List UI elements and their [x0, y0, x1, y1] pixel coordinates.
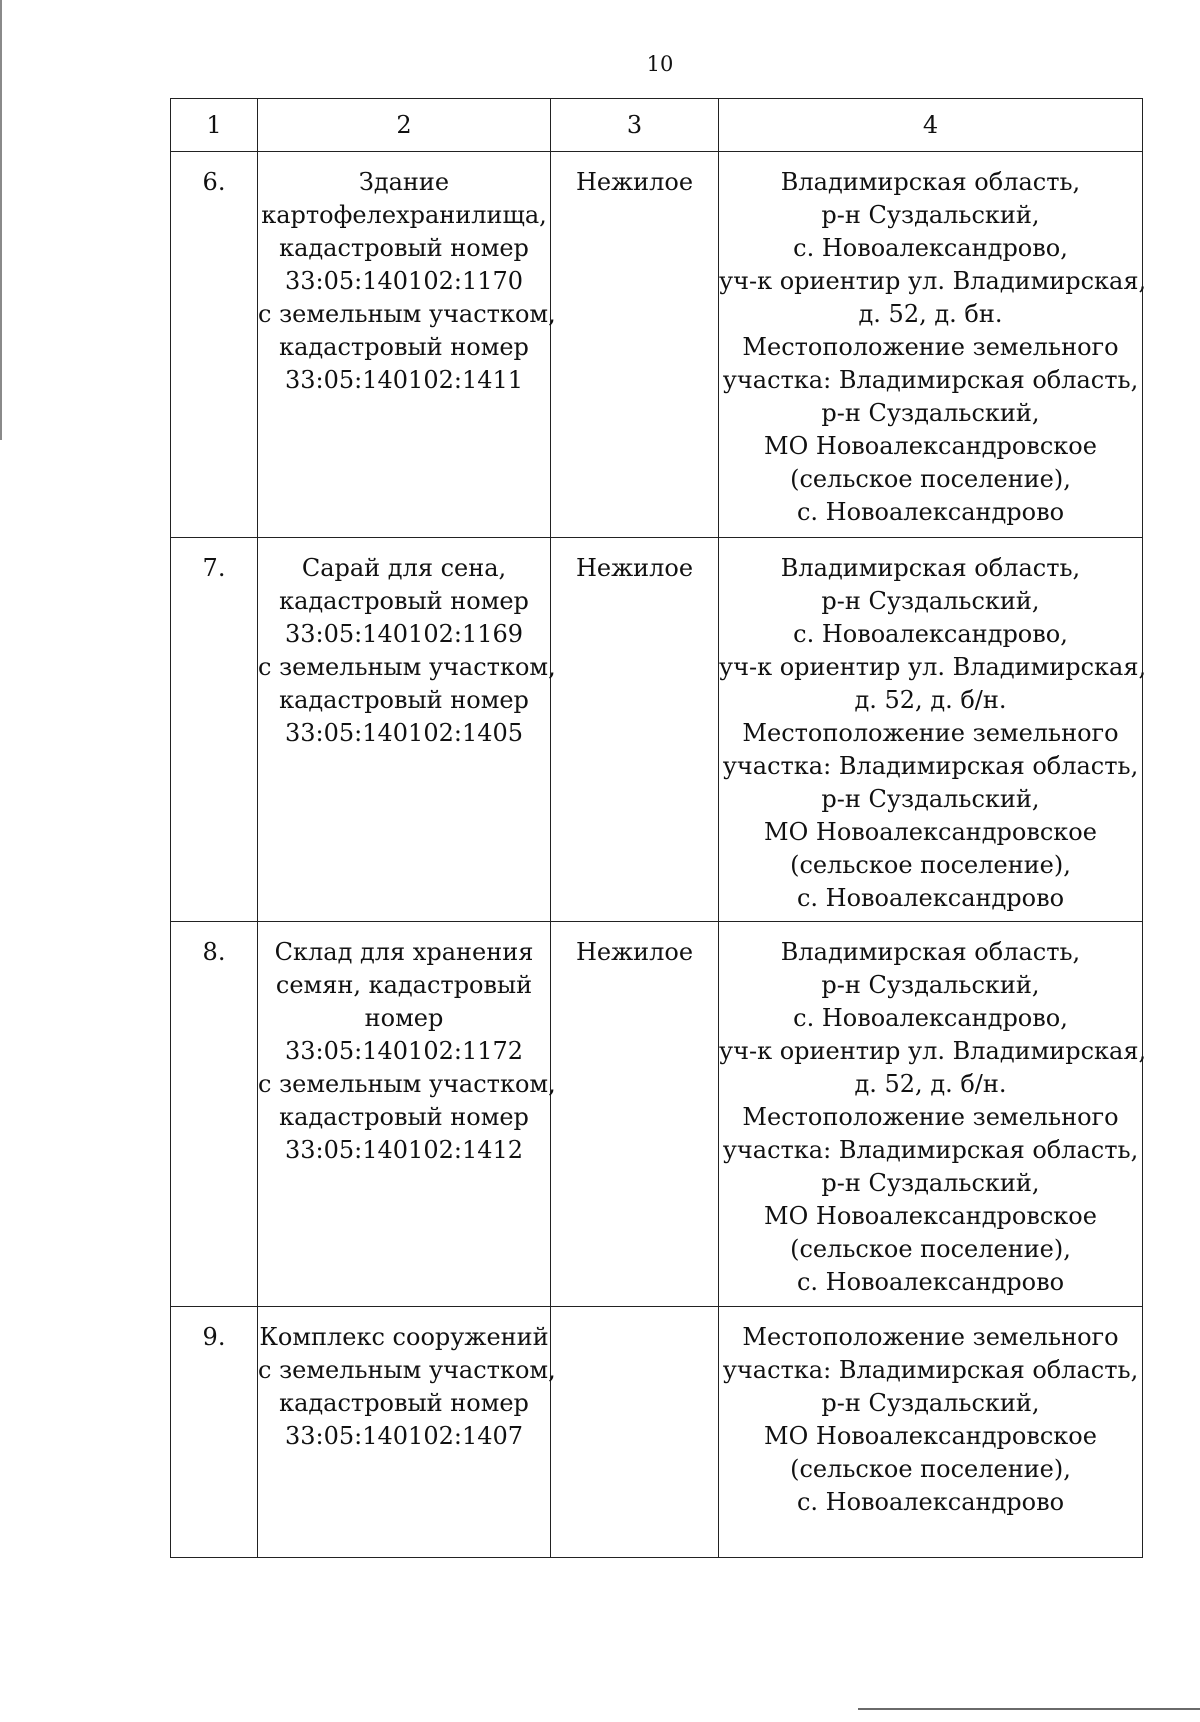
header-cell-4: 4	[719, 99, 1143, 152]
object-description-line: номер	[364, 1004, 444, 1032]
address-line: с. Новоалександрово	[796, 498, 1065, 526]
address-line: Местоположение земельного	[742, 1103, 1119, 1131]
address-line: МО Новоалександровское	[764, 1422, 1097, 1450]
address-line: Владимирская область,	[780, 168, 1081, 196]
object-description-line: 33:05:140102:1169	[284, 620, 524, 648]
address-line: уч-к ориентир ул. Владимирская,	[719, 653, 1147, 681]
address-line: с. Новоалександрово,	[793, 234, 1068, 262]
object-description-cell	[258, 152, 556, 538]
header-cell-2: 2	[258, 99, 551, 152]
header-cell-3: 3	[551, 99, 719, 152]
address-line: уч-к ориентир ул. Владимирская,	[719, 1037, 1147, 1065]
row-number-cell: 7.	[171, 538, 258, 922]
object-description-line: Комплекс сооружений	[259, 1323, 549, 1351]
address-line: Местоположение земельного	[742, 1323, 1119, 1351]
object-description-line: кадастровый номер	[279, 1389, 529, 1417]
object-description-line: кадастровый номер	[279, 587, 529, 615]
table-header-row	[171, 99, 1143, 152]
table-row	[171, 1307, 1143, 1558]
address-line: (сельское поселение),	[790, 465, 1071, 493]
row-number-cell: 9.	[171, 1307, 258, 1558]
object-type-cell: Нежилое	[551, 538, 719, 922]
address-line: с. Новоалександрово,	[793, 620, 1068, 648]
address-line: участка: Владимирская область,	[722, 366, 1139, 394]
address-cell	[719, 922, 1147, 1307]
object-description-line: с земельным участком,	[258, 1356, 556, 1384]
address-line: Владимирская область,	[780, 554, 1081, 582]
address-line: р-н Суздальский,	[821, 201, 1040, 229]
object-description-line: 33:05:140102:1170	[284, 267, 524, 295]
address-line: р-н Суздальский,	[821, 971, 1040, 999]
object-description-line: с земельным участком,	[258, 653, 556, 681]
address-line: МО Новоалександровское	[764, 818, 1097, 846]
table-body	[171, 152, 1147, 1558]
object-type-cell	[551, 1307, 719, 1558]
object-description-line: 33:05:140102:1407	[284, 1422, 524, 1450]
object-description-line: картофелехранилища,	[261, 201, 547, 229]
object-type-cell: Нежилое	[551, 152, 719, 538]
object-description-line: Склад для хранения	[274, 938, 534, 966]
object-description-line: семян, кадастровый	[275, 971, 533, 999]
object-description-cell	[258, 538, 556, 922]
object-description-line: Сарай для сена,	[301, 554, 507, 582]
object-description-line: кадастровый номер	[279, 333, 529, 361]
address-cell	[719, 152, 1147, 538]
address-line: (сельское поселение),	[790, 1235, 1071, 1263]
address-line: д. 52, д. б/н.	[854, 1070, 1007, 1098]
object-type-cell: Нежилое	[551, 922, 719, 1307]
address-line: р-н Суздальский,	[821, 587, 1040, 615]
address-cell	[719, 1307, 1143, 1558]
address-line: р-н Суздальский,	[821, 785, 1040, 813]
address-line: МО Новоалександровское	[764, 432, 1097, 460]
table-header	[171, 99, 1143, 152]
address-line: МО Новоалександровское	[764, 1202, 1097, 1230]
property-table	[170, 98, 1147, 1558]
object-description-cell	[258, 1307, 556, 1558]
object-description-line: кадастровый номер	[279, 234, 529, 262]
object-description-line: Здание	[358, 168, 450, 196]
object-description-line: кадастровый номер	[279, 686, 529, 714]
scan-bottom-edge-line	[858, 1708, 1200, 1710]
object-description-cell	[258, 922, 556, 1307]
address-line: с. Новоалександрово	[796, 1268, 1065, 1296]
object-description-line: 33:05:140102:1172	[284, 1037, 524, 1065]
address-line: с. Новоалександрово	[796, 884, 1065, 912]
object-description-line: с земельным участком,	[258, 1070, 556, 1098]
object-description-line: с земельным участком,	[258, 300, 556, 328]
address-line: д. 52, д. бн.	[858, 300, 1003, 328]
address-line: р-н Суздальский,	[821, 399, 1040, 427]
address-line: участка: Владимирская область,	[722, 1356, 1139, 1384]
address-cell	[719, 538, 1147, 922]
page-number: 10	[646, 52, 674, 76]
address-line: Местоположение земельного	[742, 333, 1119, 361]
table-row	[171, 152, 1143, 538]
object-description-line: 33:05:140102:1405	[284, 719, 524, 747]
header-cell-1: 1	[171, 99, 258, 152]
address-line: д. 52, д. б/н.	[854, 686, 1007, 714]
object-description-line: кадастровый номер	[279, 1103, 529, 1131]
address-line: участка: Владимирская область,	[722, 1136, 1139, 1164]
row-number-cell: 8.	[171, 922, 258, 1307]
object-description-line: 33:05:140102:1412	[284, 1136, 524, 1164]
address-line: Местоположение земельного	[742, 719, 1119, 747]
address-line: р-н Суздальский,	[821, 1169, 1040, 1197]
address-line: с. Новоалександрово,	[793, 1004, 1068, 1032]
address-line: (сельское поселение),	[790, 1455, 1071, 1483]
address-line: Владимирская область,	[780, 938, 1081, 966]
table-row	[171, 538, 1143, 922]
object-description-line: 33:05:140102:1411	[284, 366, 524, 394]
address-line: участка: Владимирская область,	[722, 752, 1139, 780]
address-line: уч-к ориентир ул. Владимирская,	[719, 267, 1147, 295]
address-line: р-н Суздальский,	[821, 1389, 1040, 1417]
address-line: с. Новоалександрово	[796, 1488, 1065, 1516]
row-number-cell: 6.	[171, 152, 258, 538]
address-line: (сельское поселение),	[790, 851, 1071, 879]
table-row	[171, 922, 1143, 1307]
